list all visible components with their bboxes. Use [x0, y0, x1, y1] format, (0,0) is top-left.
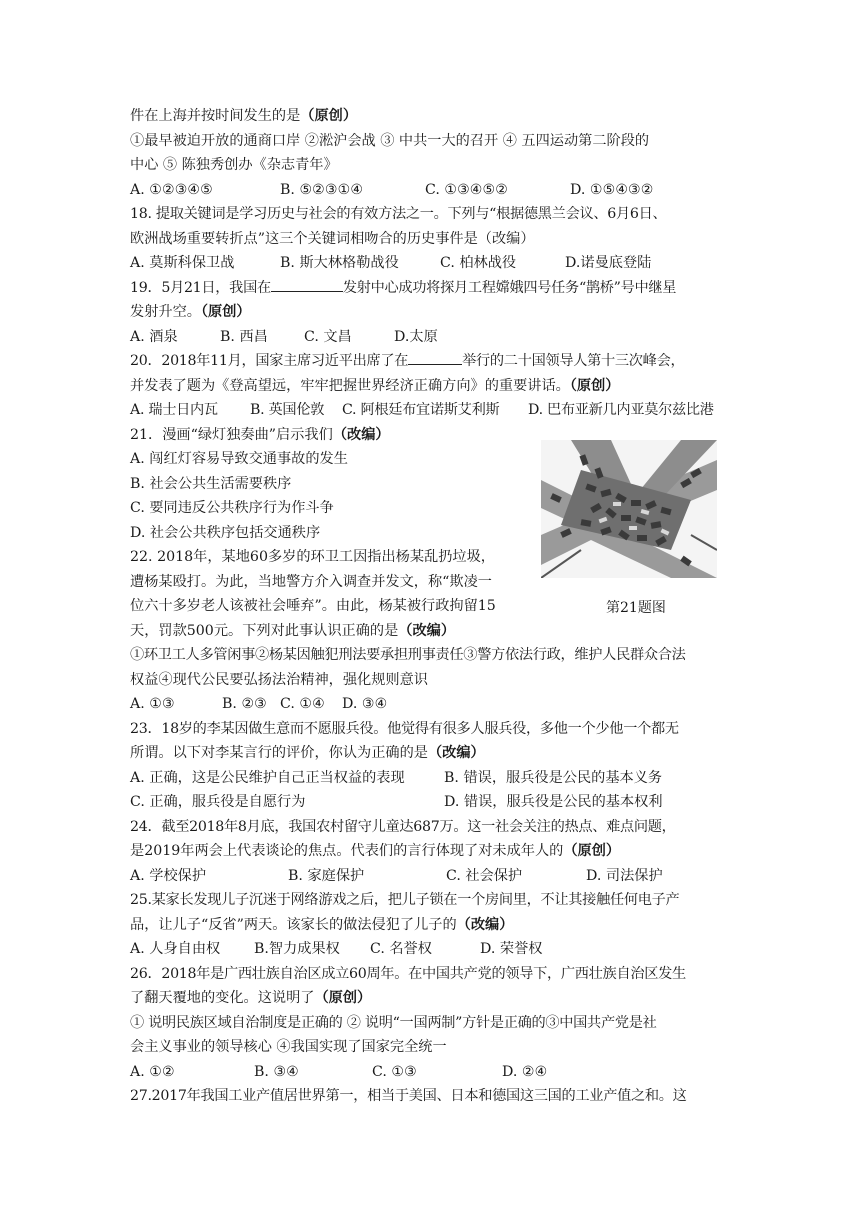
text-line: 中心 ⑤ 陈独秀创办《杂志青年》 — [130, 157, 338, 173]
text-line: 18. 提取关键词是学习历史与社会的有效方法之一。下列与“根据德黑兰会议、6月6日、 — [130, 206, 667, 222]
text-line: 24．截至2018年8月底，我国农村留守儿童达687万。这一社会关注的热点、难点问题， — [130, 818, 676, 835]
text-line: 25.某家长发现儿子沉迷于网络游戏之后，把儿子锁在一个房间里，不让其接触任何电子产 — [130, 892, 680, 908]
text-line: ①最早被迫开放的通商口岸 ②淞沪会战 ③ 中共一大的召开 ④ 五四运动第二阶段的 — [130, 132, 650, 149]
text-line: 欧洲战场重要转折点”这三个关键词相吻合的历史事件是（改编） — [130, 230, 535, 247]
options-line: A. ①③ B. ②③ C. ①④ D. ③④ — [130, 696, 388, 712]
text-line: 天，罚款500元。下列对此事认识正确的是（改编） — [130, 622, 456, 639]
options-line: C. 正确，服兵役是自愿行为 D. 错误，服兵役是公民的基本权利 — [130, 794, 663, 810]
traffic-cartoon-image — [541, 440, 717, 578]
text-line: 19．5月21日，我国在 发射中心成功将探月工程嫦娥四号任务“鹊桥”号中继星 — [130, 276, 735, 301]
text-line: ①环卫工人多管闲事②杨某因触犯刑法要承担刑事责任③警方依法行政，维护人民群众合法 — [130, 647, 686, 663]
options-line: A. 莫斯科保卫战 B. 斯大林格勒战役 C. 柏林战役 D.诺曼底登陆 — [130, 255, 652, 271]
text-line: 发射升空。（原创） — [130, 304, 251, 320]
text-line: B. 社会公共生活需要秩序 — [130, 475, 292, 492]
text-line: 遭杨某殴打。为此，当地警方介入调查并发文，称“欺凌一 — [130, 573, 492, 590]
text-line: 所谓。以下对李某言行的评价，你认为正确的是（改编） — [130, 745, 485, 761]
text-line: 件在上海并按时间发生的是（原创） — [130, 108, 358, 124]
text-line: 了翻天覆地的变化。这说明了（原创） — [130, 990, 372, 1006]
options-line: A. 正确，这是公民维护自己正当权益的表现 B. 错误，服兵役是公民的基本义务 — [130, 769, 663, 786]
text-line: 是2019年两会上代表谈论的焦点。代表们的言行体现了对未成年人的（原创） — [130, 843, 621, 859]
text-line: 21．漫画“绿灯独奏曲”启示我们（改编） — [130, 426, 390, 443]
text-line: 22. 2018年，某地60多岁的环卫工因指出杨某乱扔垃圾， — [130, 549, 495, 565]
text-line: 会主义事业的领导核心 ④我国实现了国家完全统一 — [130, 1039, 447, 1055]
text-line: 27.2017年我国工业产值居世界第一，相当于美国、日本和德国这三国的工业产值之和。这 — [130, 1088, 687, 1104]
text-line: 品，让儿子“反省”两天。该家长的做法侵犯了儿子的（改编） — [130, 916, 514, 933]
text-line: A. 闯红灯容易导致交通事故的发生 — [130, 451, 348, 467]
text-line: 权益④现代公民要弘扬法治精神，强化规则意识 — [130, 671, 428, 688]
options-line: A. ①②③④⑤ B. ⑤②③①④ C. ①③④⑤② D. ①⑤④③② — [130, 181, 654, 198]
text-line: 20．2018年11月，国家主席习近平出席了在 举行的二十国领导人第十三次峰会， — [130, 349, 735, 374]
text-line: 并发表了题为《登高望远，牢牢把握世界经济正确方向》的重要讲话。（原创） — [130, 377, 620, 394]
options-line: A. 酒泉 B. 西昌 C. 文昌 D.太原 — [130, 328, 438, 345]
text-line: 23．18岁的李某因做生意而不愿服兵役。他觉得有很多人服兵役，多他一个少他一个都无 — [130, 720, 679, 737]
options-line: A. 瑞士日内瓦 B. 英国伦敦 C. 阿根廷布宜诺斯艾利斯 D. 巴布亚新几内亚莫尔兹比港 — [130, 402, 714, 418]
options-line: A. 人身自由权 B.智力成果权 C. 名誉权 D. 荣誉权 — [130, 941, 543, 957]
text-line: D. 社会公共秩序包括交通秩序 — [130, 524, 321, 541]
text-line: C. 要同违反公共秩序行为作斗争 — [130, 500, 334, 516]
options-line: A. 学校保护 B. 家庭保护 C. 社会保护 D. 司法保护 — [130, 867, 663, 884]
options-line: A. ①② B. ③④ C. ①③ D. ②④ — [130, 1063, 548, 1080]
text-line: 26．2018年是广西壮族自治区成立60周年。在中国共产党的领导下，广西壮族自治区发生 — [130, 965, 686, 982]
text-line: 位六十多岁老人该被社会唾弃”。由此，杨某被行政拘留15 — [130, 598, 496, 614]
text-line: ① 说明民族区域自治制度是正确的 ② 说明“一国两制”方针是正确的③中国共产党是社 — [130, 1014, 657, 1031]
figure-caption: 第21题图 — [606, 600, 666, 616]
